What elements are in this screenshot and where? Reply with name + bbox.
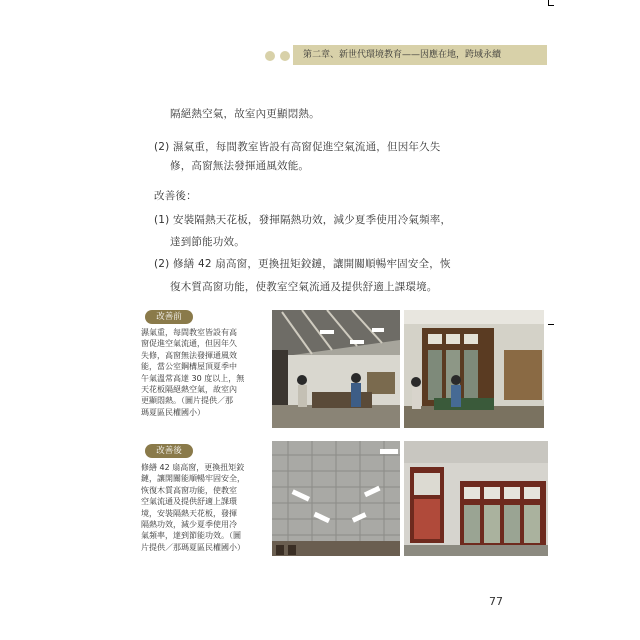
caption-line: 瑪夏區民權國小）: [141, 407, 205, 417]
before-photo-classroom: [272, 310, 400, 428]
after-label: 改善後: [145, 444, 193, 458]
caption-line: 午氣溫常高達 30 度以上，無: [141, 373, 245, 383]
caption-line: 能，當公室鋼構屋頂夏季中: [141, 362, 237, 372]
header-dot: [280, 51, 290, 61]
caption-line: 修繕 42 扇高窗，更換扭矩鉸: [141, 463, 245, 472]
body-line: (2) 修繕 42 扇高窗，更換扭矩鉸鏈，讓開關順暢牢固安全，恢: [154, 258, 451, 270]
before-photo-windows: [404, 310, 544, 428]
body-line: 改善後：: [154, 190, 197, 202]
caption-line: 恢復木質高窗功能，使教室: [141, 485, 237, 495]
page-number: 77: [489, 595, 503, 608]
crop-mark-top-tick: [548, 5, 554, 6]
after-photo-windows: [404, 441, 548, 556]
after-caption: [141, 462, 266, 553]
caption-line: 氣頻率，達到節能功效。（圖: [141, 531, 241, 541]
body-line: 隔絕熱空氣，故室內更顯悶熱。: [170, 108, 320, 120]
body-line: 復木質高窗功能，使教室空氣流通及提供舒適上課環境。: [170, 281, 438, 293]
caption-line: 境，安裝隔熱天花板，發揮: [141, 508, 237, 518]
header-dot: [265, 51, 275, 61]
caption-line: 失修，高窗無法發揮通風效: [141, 350, 237, 360]
caption-line: 鏈，讓開關能順暢牢固安全，: [141, 474, 245, 484]
caption-line: 更顯悶熱。（圖片提供／那: [141, 396, 233, 406]
chapter-header: [293, 45, 547, 65]
body-line: 達到節能功效。: [170, 236, 245, 248]
caption-line: 隔熱功效，減少夏季使用冷: [141, 520, 237, 530]
caption-line: 片提供／那瑪夏區民權國小）: [141, 542, 245, 552]
header-decoration: [265, 51, 290, 61]
caption-line: 天花板隔絕熱空氣，故室內: [141, 385, 237, 395]
body-line: (2) 濕氣重，每間教室皆設有高窗促進空氣流通，但因年久失: [154, 141, 441, 153]
caption-line: 窗促進空氣流通，但因年久: [141, 339, 237, 349]
after-photo-ceiling: [272, 441, 400, 556]
before-label: 改善前: [145, 310, 193, 324]
chapter-title: 第二章、新世代環境教育——因應在地，跨域永續: [303, 50, 502, 60]
caption-line: 空氣流通及提供舒適上課環: [141, 497, 237, 507]
before-caption: [141, 327, 266, 418]
caption-line: 濕氣重，每間教室皆設有高: [141, 328, 237, 337]
body-line: (1) 安裝隔熱天花板，發揮隔熱功效，減少夏季使用冷氣頻率，: [154, 214, 452, 226]
crop-mark-right: [548, 324, 554, 325]
body-line: 修，高窗無法發揮通風效能。: [170, 160, 310, 172]
